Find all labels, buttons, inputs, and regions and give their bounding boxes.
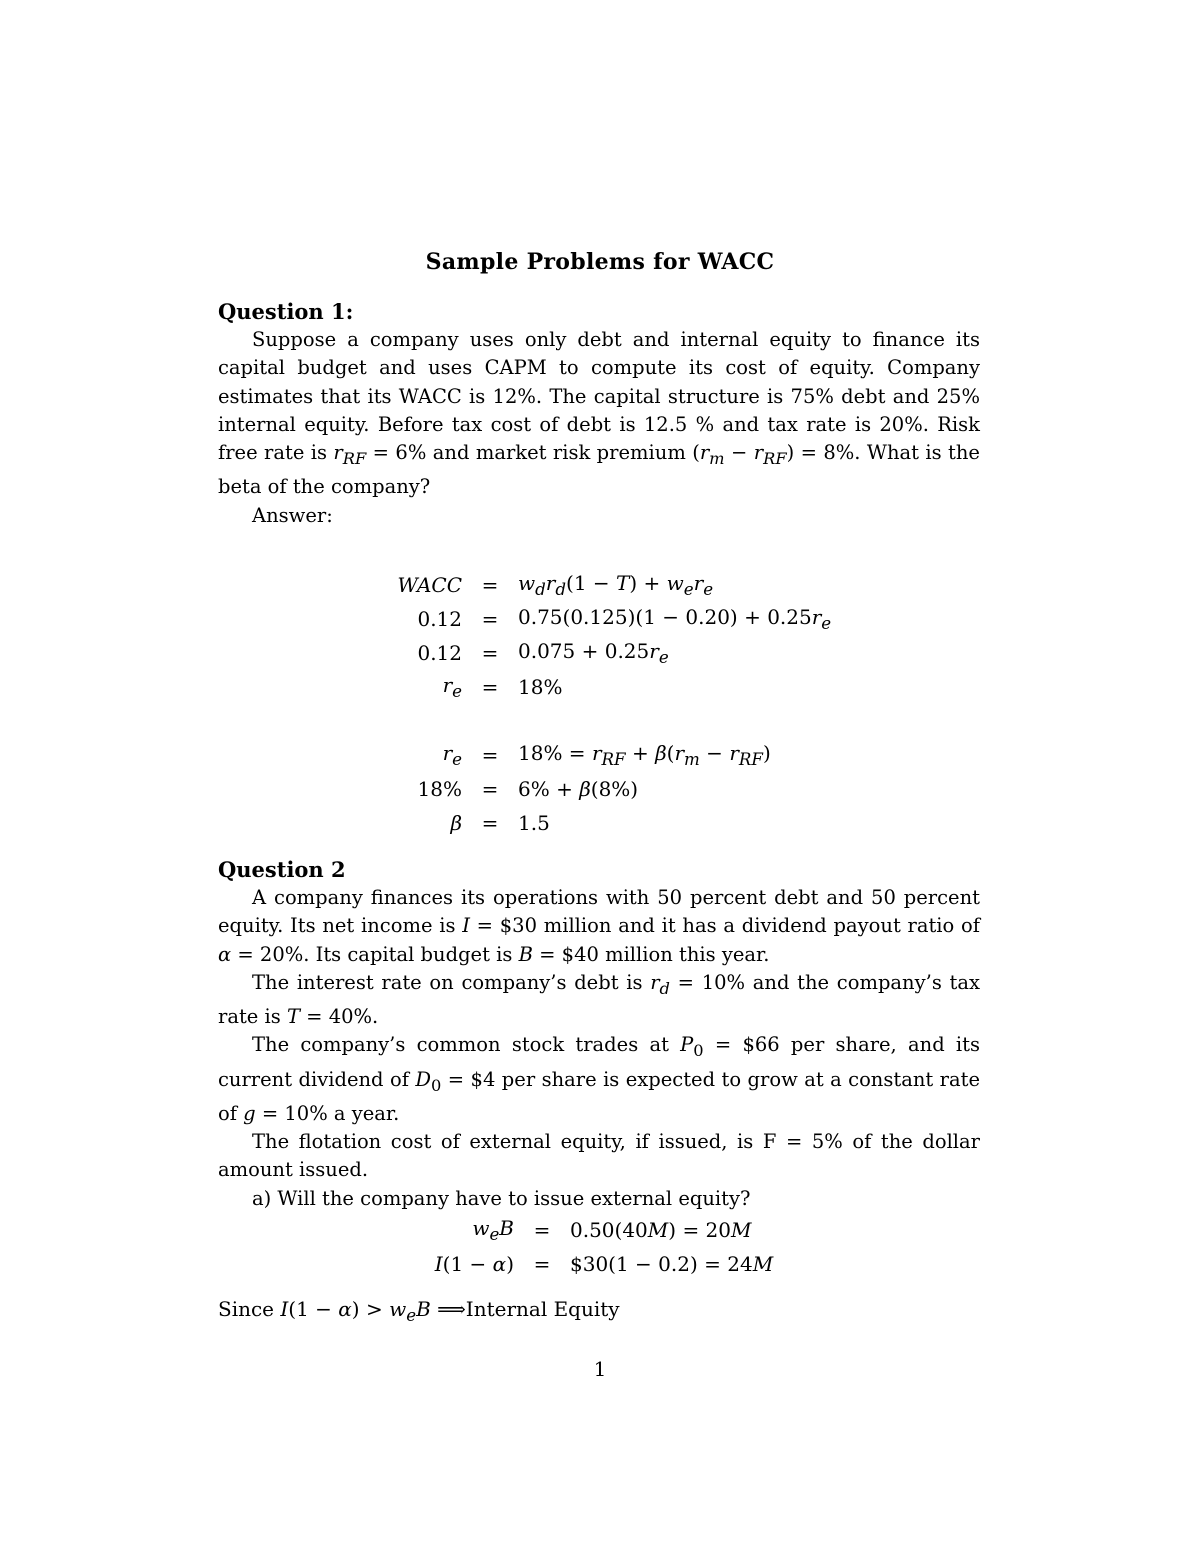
equation-row: 0.12 = $0.075 + 0.25r_e$ [417,639,669,667]
question-1-text: Suppose a company uses only debt and internal equity to finance its capital budget and uses CAPM to compute its cost of equity. Company estimates that its WACC is 12%. The capital structure is 75% debt and 25% internal equity. Before tax cost of debt is 12.5 % and tax rate is 20%. Risk free rate is $r_{RF} = 6\%$ and market risk premium $(r_m - r_{RF}) = 8\%$. What is the beta of the company? Answer: [218,326,980,530]
answer-label: Answer: [252,503,333,527]
conclusion-line: Since $I(1 - \alpha) > w_eB$ ⟹Internal Equity [218,1297,620,1325]
equation-row: $r_e$ = 18% [442,673,563,701]
question-1-equations [378,568,831,840]
question-2-para-4: The flotation cost of external equity, if issued, is F = 5% of the dollar amount issued. [218,1130,980,1182]
question-2-equations [418,1213,773,1281]
equation-row: 18% = 6% + β(8%) [417,777,639,801]
question-1-heading: Question 1: [218,299,354,324]
equation-row: $r_e$ = $18\% = r_{RF} + \beta(r_m - r_{RF})$ [442,741,771,769]
question-2-heading: Question 2 [218,857,346,882]
equation-row: I(1 − α) = $30(1 − 0.2) = 24M [434,1252,774,1276]
equation-row: β = 1.5 [450,811,550,835]
equation-row: 0.12 = $0.75(0.125)(1 - 0.20) + 0.25r_e$ [417,605,832,633]
equation-row: WACC = $w_dr_d(1 - T) + w_er_e$ [397,571,714,599]
page-number: 1 [593,1357,607,1381]
question-2-part-a: a) Will the company have to issue external equity? [252,1186,751,1210]
question-2-text [218,884,980,1213]
question-2-para-1: A company finances its operations with 50 percent debt and 50 percent equity. Its net income is I = $30 million and it has a dividend payout ratio of α = 20%. Its capital budget is B = $40 million this year. [218,886,980,966]
equation-row: $w_eB$ = 0.50(40M) = 20M [472,1216,752,1244]
question-2-para-2: The interest rate on company’s debt is $r_d = 10\%$ and the company’s tax rate is T = 40%. [218,970,980,1029]
page-title: Sample Problems for WACC [425,249,775,275]
question-2-para-3: The company’s common stock trades at $P_0$ = $66 per share, and its current dividend of $D_0$ = $4 per share is expected to grow at a constant rate of g = 10% a year. [218,1033,980,1125]
